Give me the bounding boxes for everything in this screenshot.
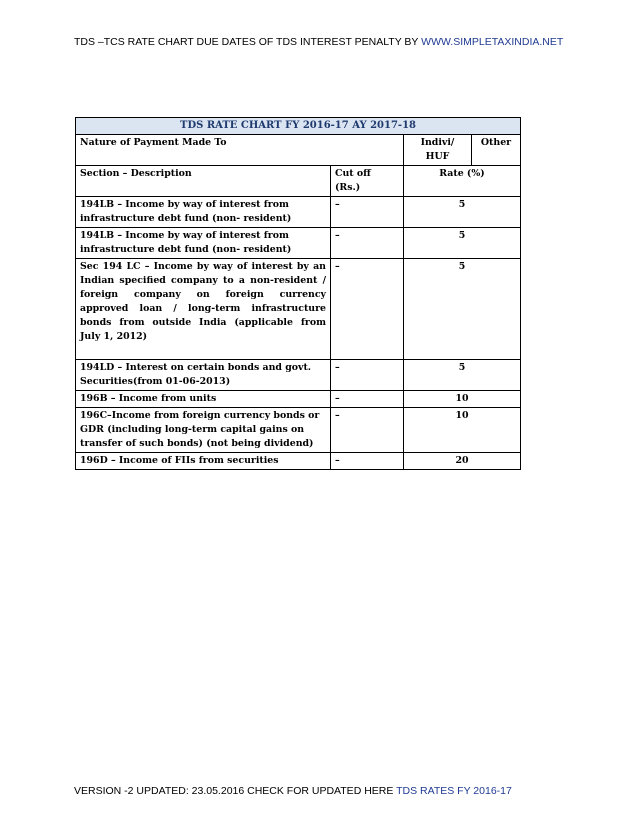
footer-text: VERSION -2 UPDATED: 23.05.2016 CHECK FOR UPDATED HERE: [74, 785, 397, 797]
row-description: 196C–Income from foreign currency bonds or GDR (including long-term capital gains on transfer of such bonds) (not being dividend): [76, 408, 331, 453]
row-rate: 5: [404, 259, 521, 360]
nature-header: Nature of Payment Made To: [76, 135, 404, 166]
header-text: TDS –TCS RATE CHART DUE DATES OF TDS INTEREST PENALTY BY: [74, 36, 422, 48]
row-cutoff: –: [331, 197, 404, 228]
row-cutoff: –: [331, 453, 404, 470]
table-title-row: [76, 118, 521, 135]
row-description: 194LD – Interest on certain bonds and govt. Securities(from 01-06-2013): [76, 360, 331, 391]
table-header-row: [76, 135, 521, 166]
table-row: [76, 391, 521, 408]
row-cutoff: –: [331, 228, 404, 259]
cutoff-header: Cut off (Rs.): [331, 166, 404, 197]
row-description: 194LB – Income by way of interest from infrastructure debt fund (non- resident): [76, 197, 331, 228]
rate-header: Rate (%): [404, 166, 521, 197]
section-header: Section – Description: [76, 166, 331, 197]
other-header: Other: [472, 135, 521, 166]
row-rate: 10: [404, 408, 521, 453]
indivi-header: Indivi/ HUF: [404, 135, 472, 166]
row-description: 196B – Income from units: [76, 391, 331, 408]
table-row: [76, 197, 521, 228]
row-description: Sec 194 LC – Income by way of interest by an Indian specified company to a non-resident / foreign company on foreign currency approved loan / long-term infrastructure bonds from outside India (applicable from July 1, 2012): [76, 259, 331, 360]
table-row: [76, 360, 521, 391]
page-header: [74, 36, 594, 48]
row-rate: 5: [404, 228, 521, 259]
table-row: [76, 453, 521, 470]
tds-rate-table: [75, 117, 521, 470]
row-cutoff: –: [331, 360, 404, 391]
row-rate: 5: [404, 197, 521, 228]
table-row: [76, 259, 521, 360]
table-title: TDS RATE CHART FY 2016-17 AY 2017-18: [76, 118, 521, 135]
table-subheader-row: [76, 166, 521, 197]
row-description: 196D – Income of FIIs from securities: [76, 453, 331, 470]
table-row: [76, 228, 521, 259]
row-rate: 5: [404, 360, 521, 391]
row-cutoff: –: [331, 259, 404, 360]
page-footer: [74, 785, 594, 797]
row-description: 194LB – Income by way of interest from infrastructure debt fund (non- resident): [76, 228, 331, 259]
row-cutoff: –: [331, 408, 404, 453]
row-rate: 10: [404, 391, 521, 408]
table-row: [76, 408, 521, 453]
row-cutoff: –: [331, 391, 404, 408]
header-site-link[interactable]: WWW.SIMPLETAXINDIA.NET: [421, 36, 564, 48]
footer-link[interactable]: TDS RATES FY 2016-17: [396, 785, 512, 797]
row-rate: 20: [404, 453, 521, 470]
